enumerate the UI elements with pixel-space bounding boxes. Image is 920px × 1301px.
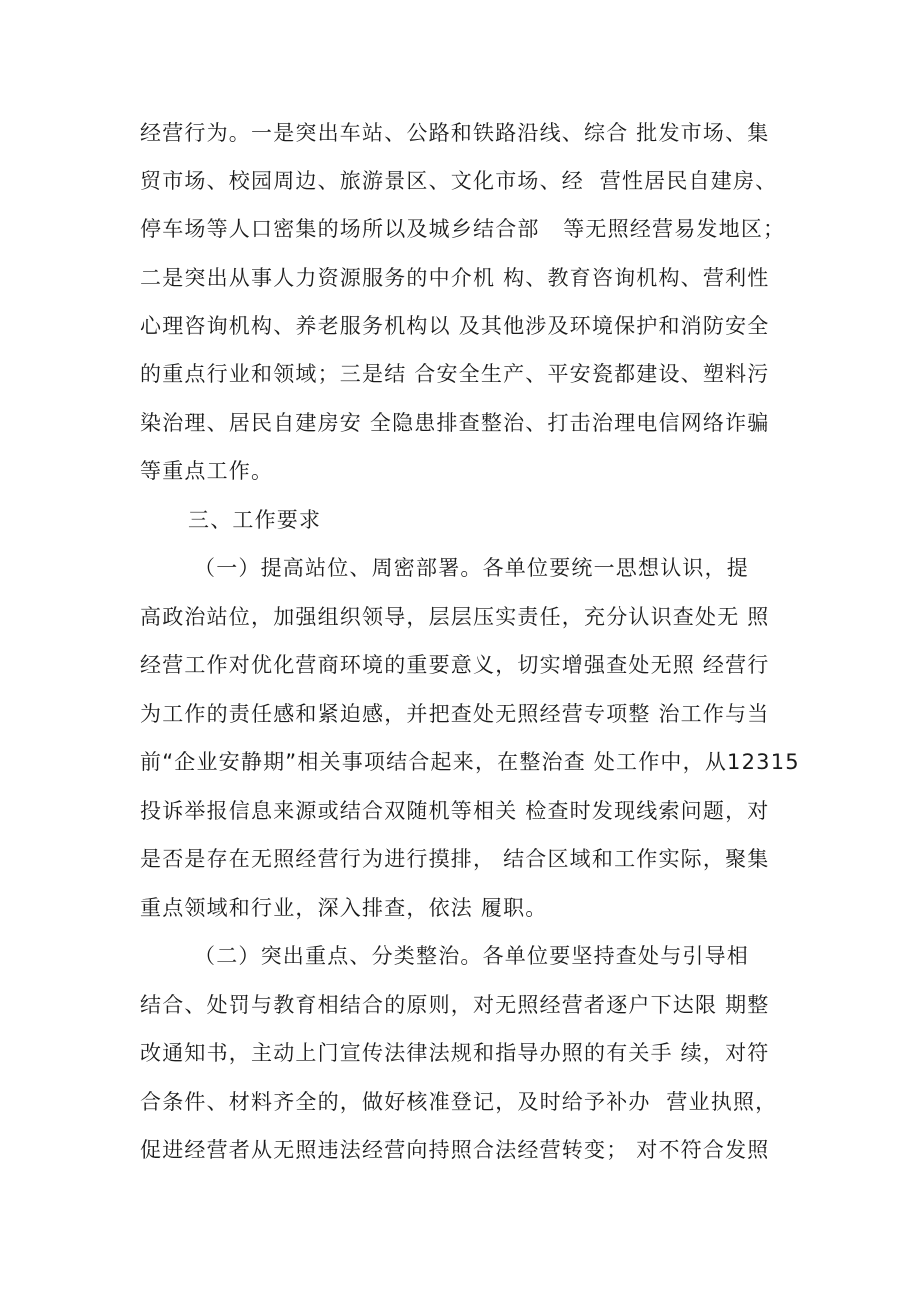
paragraph1-line: 染治理、居民自建房安 全隐患排查整治、打击治理电信网络诈骗 <box>140 411 770 435</box>
paragraph3-line: 合条件、材料齐全的，做好核准登记，及时给予补办 营业执照， <box>140 1090 778 1114</box>
paragraph3-line: （二）突出重点、分类整治。各单位要坚持查处与引导相 <box>194 944 749 968</box>
paragraph2-line: 是否是存在无照经营行为进行摸排， 结合区域和工作实际，聚集 <box>140 847 770 871</box>
paragraph2-line: 为工作的责任感和紧迫感，并把查处无照经营专项整 治工作与当 <box>140 702 770 726</box>
paragraph2-line: 重点领域和行业，深入排查，依法 履职。 <box>140 896 548 920</box>
paragraph2-line: （一）提高站位、周密部署。各单位要统一思想认识，提 <box>194 556 749 580</box>
paragraph3-line: 改通知书，主动上门宣传法律法规和指导办照的有关手 续，对符 <box>140 1041 770 1065</box>
paragraph1-line: 心理咨询机构、养老服务机构以 及其他涉及环境保护和消防安全 <box>140 314 770 338</box>
paragraph3-line: 结合、处罚与教育相结合的原则，对无照经营者逐户下达限 期整 <box>140 993 770 1017</box>
paragraph2-line: 高政治站位，加强组织领导，层层压实责任，充分认识查处无 照 <box>140 605 770 629</box>
paragraph1-line: 经营行为。一是突出车站、公路和铁路沿线、综合 批发市场、集 <box>140 121 770 145</box>
paragraph1-line: 贸市场、校园周边、旅游景区、文化市场、经 营性居民自建房、 <box>140 169 778 193</box>
section-heading: 三、工作要求 <box>188 508 322 532</box>
paragraph2-line: 经营工作对优化营商环境的重要意义，切实增强查处无照 经营行 <box>140 653 770 677</box>
paragraph2-line: 前“企业安静期”相关事项结合起来，在整治查 处工作中，从12315 <box>140 750 800 774</box>
paragraph1-line: 停车场等人口密集的场所以及城乡结合部 等无照经营易发地区； <box>140 217 786 241</box>
paragraph1-line: 的重点行业和领域；三是结 合安全生产、平安瓷都建设、塑料污 <box>140 362 770 386</box>
paragraph1-line: 等重点工作。 <box>140 459 274 483</box>
paragraph3-line: 促进经营者从无照违法经营向持照合法经营转变； 对不符合发照 <box>140 1138 770 1162</box>
paragraph2-line: 投诉举报信息来源或结合双随机等相关 检查时发现线索问题，对 <box>140 799 770 823</box>
paragraph1-line: 二是突出从事人力资源服务的中介机 构、教育咨询机构、营利性 <box>140 266 770 290</box>
